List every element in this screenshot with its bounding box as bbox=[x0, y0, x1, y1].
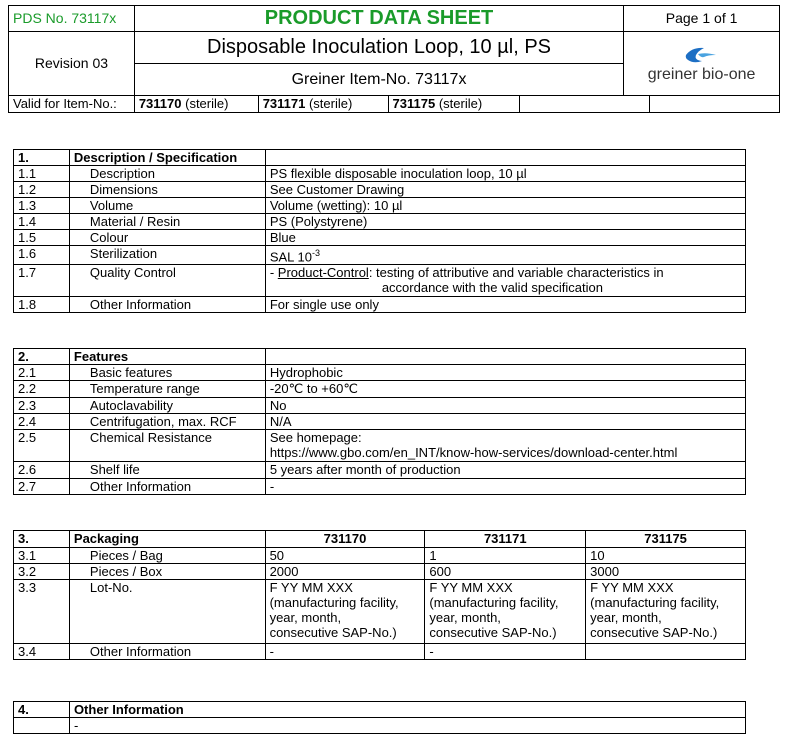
row-label: Other Information bbox=[69, 479, 265, 495]
row-value: For single use only bbox=[265, 297, 745, 313]
row-label: Description bbox=[69, 166, 265, 182]
row-number: 1.8 bbox=[14, 297, 70, 313]
section-header-empty bbox=[265, 349, 745, 365]
row-value: No bbox=[265, 398, 745, 414]
product-control-link: Product-Control bbox=[277, 265, 369, 281]
product-name: Disposable Inoculation Loop, 10 µl, PS bbox=[134, 32, 623, 64]
row-value: Blue bbox=[265, 230, 745, 246]
valid-item bbox=[258, 96, 388, 113]
download-center-link[interactable]: https://www.gbo.com/en_INT/know-how-services/download-center.html bbox=[269, 445, 678, 460]
qc-text-continued: accordance with the valid specification bbox=[381, 280, 603, 296]
section-title: Other Information bbox=[69, 702, 745, 718]
page-indicator: Page 1 of 1 bbox=[624, 6, 780, 32]
lot-cell bbox=[586, 580, 746, 644]
cell-value: 2000 bbox=[265, 564, 425, 580]
item-note: (sterile) bbox=[305, 96, 353, 111]
row-value bbox=[265, 265, 745, 297]
section-number: 3. bbox=[14, 531, 70, 548]
row-number: 3.4 bbox=[14, 644, 70, 660]
row-number: 1.5 bbox=[14, 230, 70, 246]
sheet-title: PRODUCT DATA SHEET bbox=[134, 6, 623, 32]
greiner-item-number: Greiner Item-No. 73117x bbox=[134, 64, 623, 96]
row-number: 2.6 bbox=[14, 462, 70, 479]
valid-item bbox=[388, 96, 520, 113]
pds-number: PDS No. 73117x bbox=[9, 6, 135, 32]
row-value: Hydrophobic bbox=[265, 365, 745, 381]
row-number: 2.7 bbox=[14, 479, 70, 495]
greiner-logo-icon bbox=[682, 45, 722, 65]
lot-cell bbox=[425, 580, 586, 644]
lot-line: (manufacturing facility, bbox=[269, 595, 399, 610]
row-value bbox=[265, 246, 745, 265]
section-title: Description / Specification bbox=[69, 150, 265, 166]
cell-value bbox=[586, 644, 746, 660]
lot-line: (manufacturing facility, bbox=[429, 595, 559, 610]
lot-line: F YY MM XXX bbox=[590, 580, 674, 595]
row-number: 2.2 bbox=[14, 381, 70, 398]
row-value bbox=[265, 430, 745, 462]
row-value: - bbox=[265, 479, 745, 495]
lot-line: F YY MM XXX bbox=[429, 580, 513, 595]
row-number: 1.3 bbox=[14, 198, 70, 214]
valid-item-empty bbox=[520, 96, 650, 113]
row-value: Volume (wetting): 10 µl bbox=[265, 198, 745, 214]
section-packaging-table bbox=[13, 530, 746, 660]
row-value: N/A bbox=[265, 414, 745, 430]
valid-item bbox=[134, 96, 258, 113]
row-label: Volume bbox=[69, 198, 265, 214]
row-label: Other Information bbox=[69, 644, 265, 660]
lot-line: F YY MM XXX bbox=[269, 580, 353, 595]
section-other-info-table bbox=[13, 701, 746, 734]
section-description-table bbox=[13, 149, 746, 313]
row-value: See Customer Drawing bbox=[265, 182, 745, 198]
row-label: Sterilization bbox=[69, 246, 265, 265]
row-label: Centrifugation, max. RCF bbox=[69, 414, 265, 430]
section-number: 1. bbox=[14, 150, 70, 166]
item-number: 731175 bbox=[392, 96, 436, 111]
section-title: Features bbox=[69, 349, 265, 365]
row-label: Quality Control bbox=[69, 265, 265, 297]
column-header: 731175 bbox=[586, 531, 746, 548]
lot-line: (manufacturing facility, bbox=[590, 595, 720, 610]
row-label: Lot-No. bbox=[69, 580, 265, 644]
row-value: - bbox=[69, 718, 745, 734]
item-note: (sterile) bbox=[435, 96, 483, 111]
lot-line: year, month, bbox=[269, 610, 342, 625]
cell-value: 1 bbox=[425, 548, 586, 564]
row-number: 3.1 bbox=[14, 548, 70, 564]
row-number: 1.6 bbox=[14, 246, 70, 265]
item-note: (sterile) bbox=[181, 96, 229, 111]
row-label: Chemical Resistance bbox=[69, 430, 265, 462]
cell-value: 50 bbox=[265, 548, 425, 564]
valid-label: Valid for Item-No.: bbox=[9, 96, 135, 113]
row-label: Temperature range bbox=[69, 381, 265, 398]
row-value: 5 years after month of production bbox=[265, 462, 745, 479]
cell-value: 600 bbox=[425, 564, 586, 580]
chem-resistance-text: See homepage: bbox=[269, 430, 362, 445]
row-number: 3.2 bbox=[14, 564, 70, 580]
row-label: Autoclavability bbox=[69, 398, 265, 414]
row-label: Pieces / Box bbox=[69, 564, 265, 580]
logo-text: greiner bio-one bbox=[647, 66, 756, 83]
row-label: Material / Resin bbox=[69, 214, 265, 230]
sterilization-value: SAL 10 bbox=[269, 249, 312, 265]
row-label: Dimensions bbox=[69, 182, 265, 198]
column-header: 731171 bbox=[425, 531, 586, 548]
sterilization-exponent: -3 bbox=[312, 248, 321, 258]
section-header-empty bbox=[265, 150, 745, 166]
row-number: 1.4 bbox=[14, 214, 70, 230]
qc-text: : testing of attributive and variable characteristics in bbox=[368, 265, 664, 281]
qc-prefix: - bbox=[269, 265, 278, 281]
lot-cell bbox=[265, 580, 425, 644]
lot-line: consecutive SAP-No.) bbox=[429, 625, 557, 640]
row-number: 1.1 bbox=[14, 166, 70, 182]
row-label: Shelf life bbox=[69, 462, 265, 479]
row-number: 3.3 bbox=[14, 580, 70, 644]
row-number: 1.2 bbox=[14, 182, 70, 198]
cell-value: 3000 bbox=[586, 564, 746, 580]
lot-line: consecutive SAP-No.) bbox=[269, 625, 397, 640]
cell-value: 10 bbox=[586, 548, 746, 564]
row-label: Other Information bbox=[69, 297, 265, 313]
row-label: Pieces / Bag bbox=[69, 548, 265, 564]
lot-line: year, month, bbox=[429, 610, 501, 625]
valid-item-empty bbox=[650, 96, 780, 113]
row-number-empty bbox=[14, 718, 70, 734]
row-value: PS flexible disposable inoculation loop, 10 µl bbox=[265, 166, 745, 182]
company-logo bbox=[624, 32, 780, 96]
cell-value: - bbox=[425, 644, 586, 660]
section-features-table bbox=[13, 348, 746, 495]
row-number: 2.3 bbox=[14, 398, 70, 414]
row-label: Basic features bbox=[69, 365, 265, 381]
item-number: 731170 bbox=[138, 96, 182, 111]
row-number: 2.5 bbox=[14, 430, 70, 462]
column-header: 731170 bbox=[265, 531, 425, 548]
cell-value: - bbox=[265, 644, 425, 660]
lot-line: year, month, bbox=[590, 610, 662, 625]
section-number: 2. bbox=[14, 349, 70, 365]
row-value: -20℃ to +60℃ bbox=[265, 381, 745, 398]
row-number: 1.7 bbox=[14, 265, 70, 297]
row-number: 2.4 bbox=[14, 414, 70, 430]
row-value: PS (Polystyrene) bbox=[265, 214, 745, 230]
row-label: Colour bbox=[69, 230, 265, 246]
row-number: 2.1 bbox=[14, 365, 70, 381]
section-number: 4. bbox=[14, 702, 70, 718]
section-title: Packaging bbox=[69, 531, 265, 548]
header-table bbox=[8, 5, 780, 96]
item-number: 731171 bbox=[262, 96, 306, 111]
lot-line: consecutive SAP-No.) bbox=[590, 625, 718, 640]
revision: Revision 03 bbox=[9, 32, 135, 96]
valid-items-table bbox=[8, 95, 780, 113]
